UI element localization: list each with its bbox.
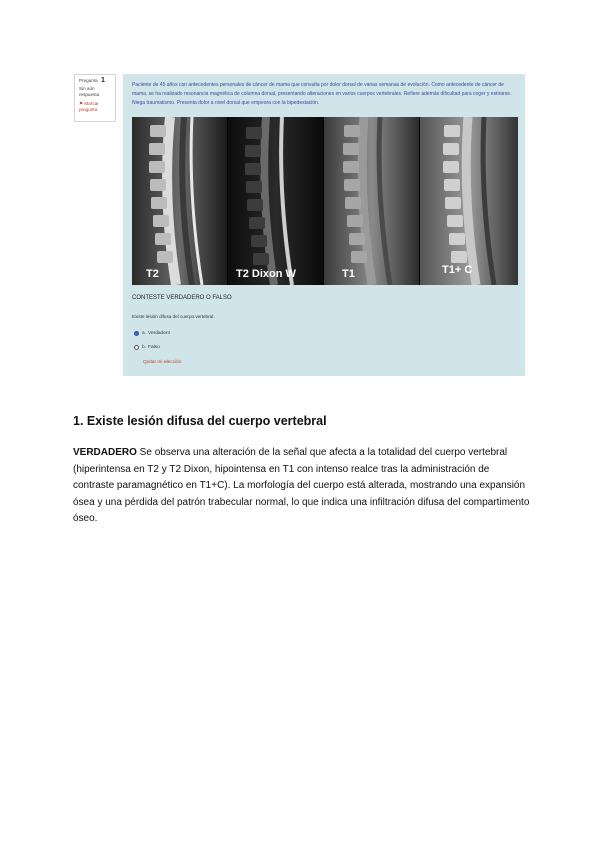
answer-paragraph <box>73 445 533 528</box>
mri-label-t1: T1 <box>342 268 355 280</box>
status-line-2: respuesta <box>79 92 100 98</box>
clear-choice-link[interactable]: Quitar mi elección <box>143 360 182 365</box>
flag-icon: ⚑ <box>79 100 84 106</box>
mri-label-t2-dixon: T2 Dixon W <box>236 268 296 280</box>
question-status <box>79 86 113 98</box>
option-letter: b. <box>142 345 147 350</box>
question-text: Paciente de 45 años con antecedentes personales de cáncer de mama que consulta por dolor dorsal de varias semanas de evolución. Como antecedente de cáncer de mama, se ha realizado resonancia magnética de columna dorsal, presentando alteraciones en varios cuerpos vertebrales. Refiere además dificultad para coger y estirarse. Niega traumatismo. Presenta dolor a nivel dorsal que empeora con la bipedestación. <box>132 82 512 106</box>
radio-false[interactable] <box>134 345 139 350</box>
flag-question-link[interactable] <box>79 101 113 113</box>
question-label: Pregunta <box>79 78 98 83</box>
mri-image <box>132 117 518 285</box>
section-heading: 1. Existe lesión difusa del cuerpo vertebral <box>73 414 327 428</box>
option-false[interactable] <box>134 345 160 350</box>
question-number-row <box>79 78 113 84</box>
flag-label-2: pregunta <box>79 106 98 112</box>
mri-image-panel <box>132 117 518 285</box>
mri-label-t1c: T1+ C <box>442 264 473 276</box>
mri-label-t2: T2 <box>146 268 159 280</box>
option-label: Verdadero <box>148 331 171 336</box>
answer-text: Se observa una alteración de la señal que afecta a la totalidad del cuerpo vertebral (hiperintensa en T2 y T2 Dixon, hipointensa en T1 con intenso realce tras la administración de contraste paramagnético en T1+C). La morfología del cuerpo está alterada, mostrando una expansión ósea y una pérdida del patrón trabecular normal, lo que indica una infiltración difusa del compartimento óseo. <box>73 447 530 524</box>
question-panel <box>123 74 525 376</box>
option-label: Falso <box>148 345 160 350</box>
option-true[interactable] <box>134 331 170 336</box>
question-instruction: CONTESTE VERDADERO O FALSO <box>132 295 232 301</box>
flag-label-1: Marcar <box>84 100 99 106</box>
option-letter: a. <box>142 331 147 336</box>
question-info-box <box>74 74 116 122</box>
question-statement: Existe lesión difusa del cuerpo vertebral. <box>132 314 215 319</box>
question-number: 1 <box>100 77 105 84</box>
radio-true[interactable] <box>134 331 139 336</box>
status-line-1: Sin aún <box>79 86 95 92</box>
answer-label: VERDADERO <box>73 447 137 458</box>
